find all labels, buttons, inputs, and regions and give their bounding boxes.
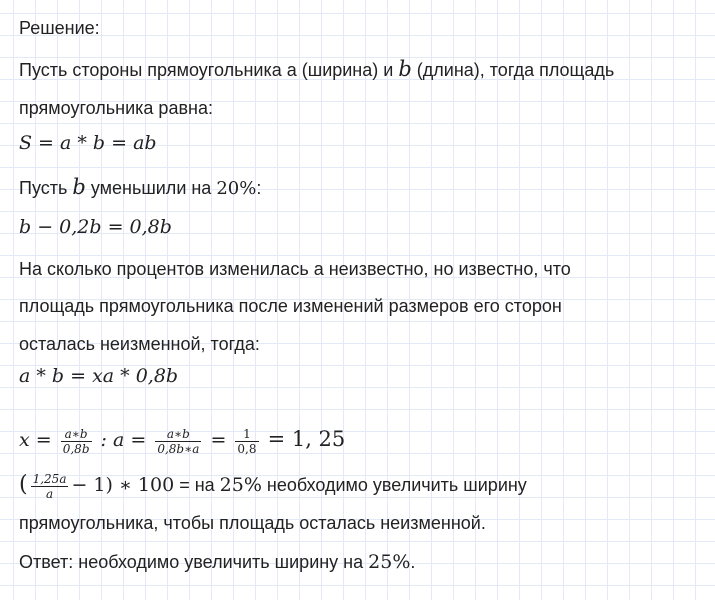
math-percent: 25% xyxy=(368,551,411,573)
paren: ( xyxy=(19,472,28,497)
math-percent: 20% xyxy=(216,178,257,199)
numerator: 1,25a xyxy=(32,471,67,486)
text: . xyxy=(410,552,416,572)
denominator: a xyxy=(45,486,54,501)
text: необходимо увеличить ширину xyxy=(261,475,527,495)
numerator: 1 xyxy=(235,427,258,442)
paragraph-unknown-1: На сколько процентов изменилась а неизвестно, но известно, что xyxy=(19,259,571,279)
equation-decrease: b − 0,2b = 0,8b xyxy=(19,216,172,238)
math-var-b: b xyxy=(398,57,412,81)
paragraph-unknown-2: площадь прямоугольника после изменений размеров его сторон xyxy=(19,296,562,316)
paragraph-unknown-3: осталась неизменной, тогда: xyxy=(19,334,260,354)
text: = xyxy=(210,429,227,451)
numerator: a∗b xyxy=(61,427,92,442)
fraction-3 xyxy=(235,427,258,456)
denominator: 0,8b∗a xyxy=(157,441,200,456)
text: x = xyxy=(19,429,52,451)
numerator: a∗b xyxy=(155,427,201,442)
math-var-b: b xyxy=(72,175,86,199)
text: уменьшили на xyxy=(85,178,217,198)
equation-solve-x xyxy=(19,424,345,456)
text: : a = xyxy=(100,429,147,451)
paragraph-decrease xyxy=(19,176,261,200)
fraction-2 xyxy=(155,427,201,456)
equation-percent xyxy=(19,470,527,501)
denominator: 0,8b xyxy=(62,441,90,456)
text: = на xyxy=(174,475,220,495)
paragraph-conclusion: прямоугольника, чтобы площадь осталась неизменной. xyxy=(19,513,486,533)
equation-x: a * b = xa * 0,8b xyxy=(19,365,179,387)
text: (длина), тогда площадь xyxy=(411,60,615,80)
answer xyxy=(19,551,415,573)
fraction xyxy=(31,472,69,501)
equation-area: S = a * b = ab xyxy=(19,132,157,154)
text: Пусть стороны прямоугольника а (ширина) и xyxy=(19,60,399,80)
text: : xyxy=(256,178,262,198)
text: Пусть xyxy=(19,178,73,198)
result: = 1, 25 xyxy=(267,427,346,451)
solution-heading: Решение: xyxy=(19,18,100,38)
fraction-1 xyxy=(61,427,92,456)
math-percent: 25% xyxy=(219,474,262,496)
denominator: 0,8 xyxy=(237,441,257,456)
paragraph-area: прямоугольника равна: xyxy=(19,98,213,118)
paragraph-sides xyxy=(19,58,614,81)
math-expr: − 1) ∗ 100 xyxy=(71,474,175,496)
text: Ответ: необходимо увеличить ширину на xyxy=(19,552,369,572)
